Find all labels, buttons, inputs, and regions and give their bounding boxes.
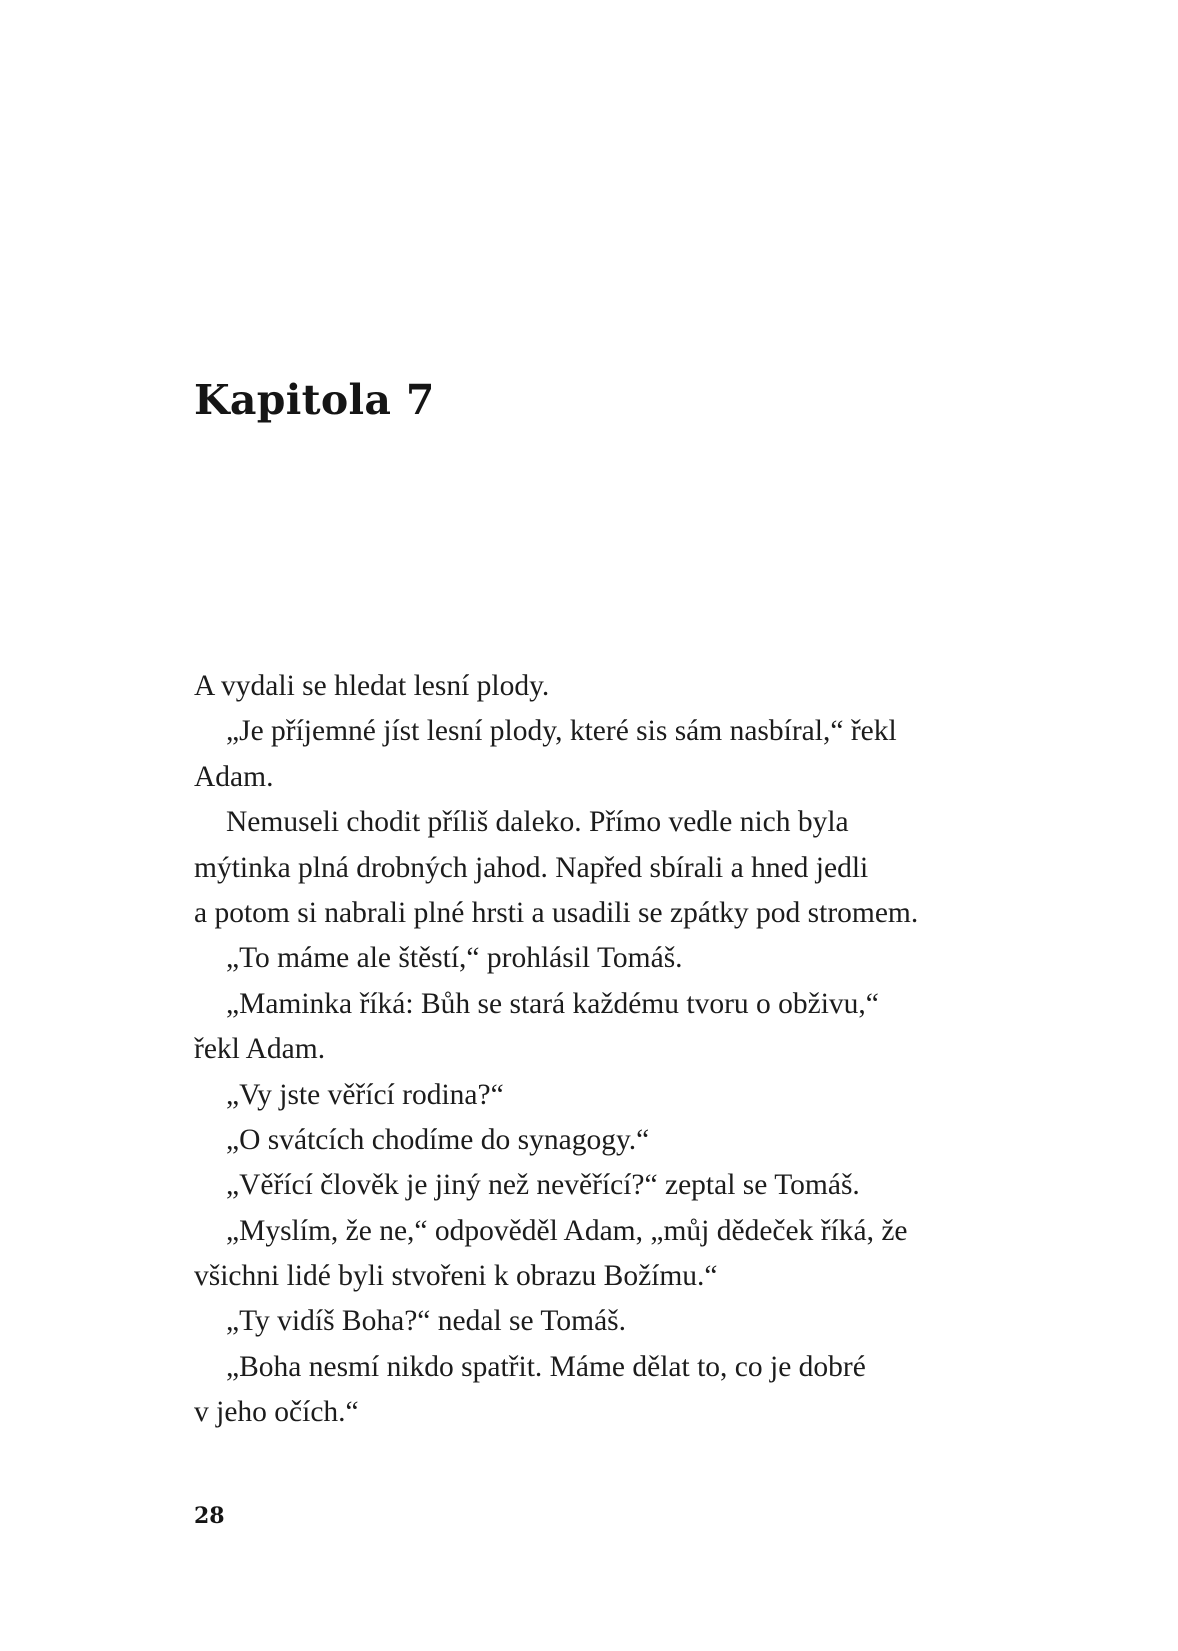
text-line: „Je příjemné jíst lesní plody, které sis sám nasbíral,“ řekl [226,715,897,748]
text-line: „O svátcích chodíme do synagogy.“ [226,1123,650,1156]
text-line: všichni lidé byli stvořeni k obrazu Božímu.“ [194,1260,718,1293]
text-line: „To máme ale štěstí,“ prohlásil Tomáš. [226,942,683,975]
chapter-body [194,664,1014,1436]
text-line: v jeho očích.“ [194,1396,359,1429]
text-line: řekl Adam. [194,1033,326,1066]
text-line: mýtinka plná drobných jahod. Napřed sbírali a hned jedli [194,851,869,884]
chapter-title: Kapitola 7 [194,376,435,424]
text-line: a potom si nabrali plné hrsti a usadili se zpátky pod stromem. [194,896,919,929]
page-number: 28 [194,1503,225,1529]
text-line: „Věřící člověk je jiný než nevěřící?“ zeptal se Tomáš. [226,1169,860,1202]
text-line: „Myslím, že ne,“ odpověděl Adam, „můj dědeček říká, že [226,1214,908,1247]
text-line: Adam. [194,760,274,793]
text-line: „Boha nesmí nikdo spatřit. Máme dělat to, co je dobré [226,1350,866,1383]
text-line: Nemuseli chodit příliš daleko. Přímo vedle nich byla [226,806,849,839]
text-line: „Vy jste věřící rodina?“ [226,1078,504,1111]
text-line: „Ty vidíš Boha?“ nedal se Tomáš. [226,1305,627,1338]
text-line: „Maminka říká: Bůh se stará každému tvoru o obživu,“ [226,987,879,1020]
text-line: A vydali se hledat lesní plody. [194,670,550,702]
